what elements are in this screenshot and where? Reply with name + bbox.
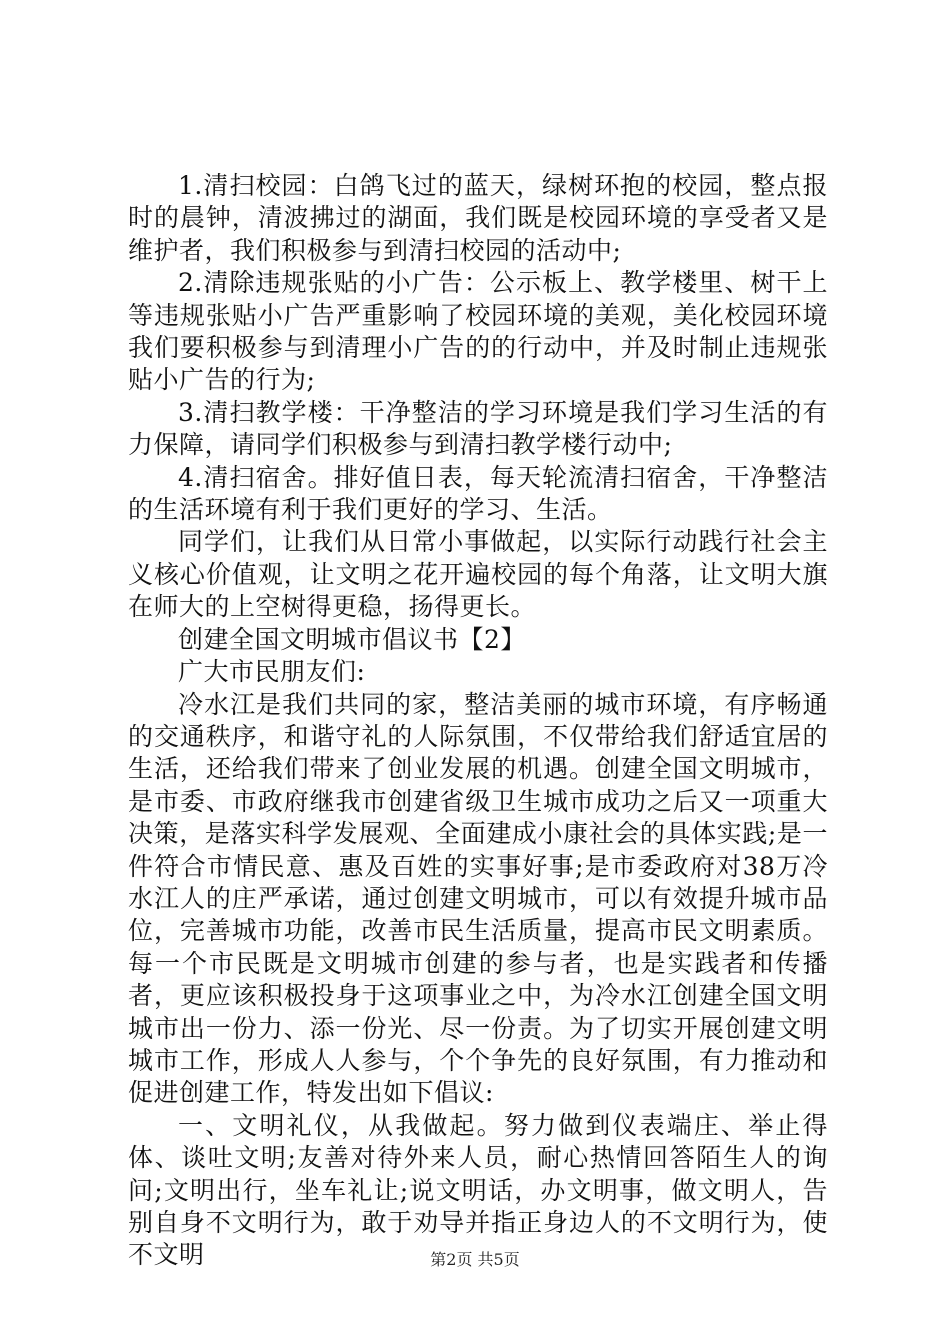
salutation: 广大市民朋友们: <box>178 657 366 687</box>
paragraph-clean-dorm: 4.清扫宿舍。排好值日表，每天轮流清扫宿舍，干净整洁的生活环境有利于我们更好的学习、生活。 <box>128 462 828 525</box>
paragraph-remove-ads: 2.清除违规张贴的小广告：公示板上、教学楼里、树干上等违规张贴小广告严重影响了校园环境的美观，美化校园环境我们要积极参与到清理小广告的的行动中，并及时制止违规张贴小广告的行为; <box>128 268 828 395</box>
paragraph-city-intro: 冷水江是我们共同的家，整洁美丽的城市环境，有序畅通的交通秩序，和谐守礼的人际氛围，不仅带给我们舒适宜居的生活，还给我们带来了创业发展的机遇。创建全国文明城市，是市委、市政府继我市创建省级卫生城市成功之后又一项重大决策，是落实科学发展观、全面建成小康社会的具体实践;是一件符合市情民意、惠及百姓的实事好事;是市委政府对38万冷水江人的庄严承诺，通过创建文明城市，可以有效提升城市品位，完善城市功能，改善市民生活质量，提高市民文明素质。每一个市民既是文明城市创建的参与者，也是实践者和传播者，更应该积极投身于这项事业之中，为冷水江创建全国文明城市出一份力、添一份光、尽一份责。为了切实开展创建文明城市工作，形成人人参与，个个争先的良好氛围，有力推动和促进创建工作，特发出如下倡议: <box>128 689 828 1108</box>
document-body <box>128 170 828 1272</box>
paragraph-etiquette: 一、文明礼仪，从我做起。努力做到仪表端庄、举止得体、谈吐文明;友善对待外来人员，耐心热情回答陌生人的询问;文明出行，坐车礼让;说文明话，办文明事，做文明人，告别自身不文明行为，敢于劝导并指正身边人的不文明行为，使不文明 <box>128 1110 828 1270</box>
section-title: 创建全国文明城市倡议书【2】 <box>178 624 526 654</box>
page-number: 第2页 共5页 <box>430 1250 520 1269</box>
paragraph-students-call: 同学们，让我们从日常小事做起，以实际行动践行社会主义核心价值观，让文明之花开遍校园的每个角落，让文明大旗在师大的上空树得更稳，扬得更长。 <box>128 527 828 622</box>
paragraph-clean-campus: 1.清扫校园：白鸽飞过的蓝天，绿树环抱的校园，整点报时的晨钟，清波拂过的湖面，我们既是校园环境的享受者又是维护者，我们积极参与到清扫校园的活动中; <box>128 171 828 265</box>
paragraph-clean-building: 3.清扫教学楼：干净整洁的学习环境是我们学习生活的有力保障，请同学们积极参与到清扫教学楼行动中; <box>128 397 828 460</box>
